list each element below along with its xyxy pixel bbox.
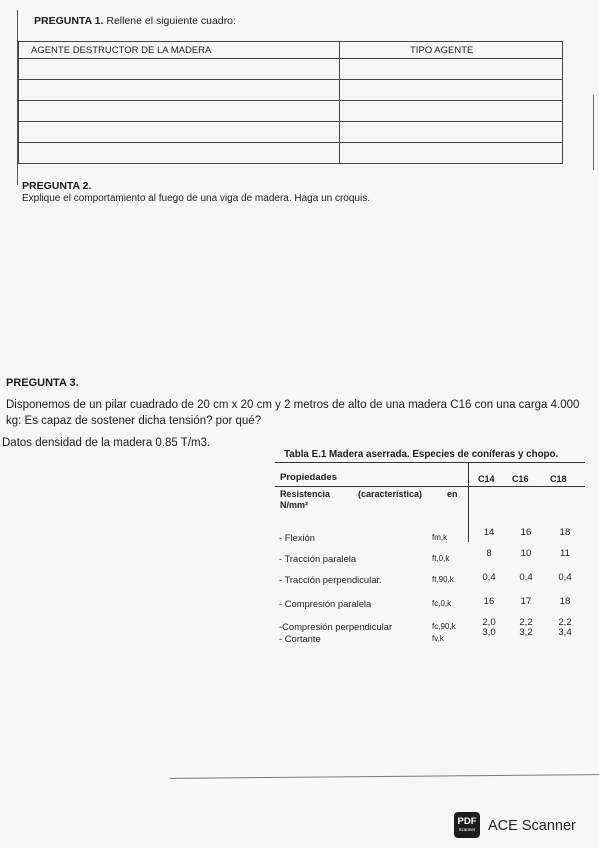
table-rule-top xyxy=(275,462,585,463)
table-cell xyxy=(340,59,563,80)
property-value: 3,2 xyxy=(519,627,533,638)
resistance-title-c: en xyxy=(447,489,458,499)
margin-line-right xyxy=(593,95,594,170)
question-2-text: Explique el comportamiento al fuego de una viga de madera. Haga un croquis. xyxy=(22,193,370,204)
column-header-c14: C14 xyxy=(478,474,495,484)
table-caption: Tabla E.1 Madera aserrada. Especies de coníferas y chopo. xyxy=(284,449,559,460)
property-value: 10 xyxy=(520,548,532,559)
property-value: 0,4 xyxy=(519,572,533,583)
question-3-text: Disponemos de un pilar cuadrado de 20 cm x 20 cm y 2 metros de alto de una madera C16 con una carga 4.000 kg: Es capaz de sostener dicha tensión? por qué? xyxy=(6,399,580,427)
property-label: - Flexión xyxy=(279,532,315,543)
question-1-text: Rellene el siguiente cuadro: xyxy=(106,15,236,27)
table-row xyxy=(19,42,563,59)
pdf-scanner-logo-icon xyxy=(454,812,480,838)
table-row xyxy=(19,122,563,143)
table-row xyxy=(19,101,563,122)
table-cell xyxy=(19,59,340,80)
property-value: 14 xyxy=(483,527,495,538)
property-value: 17 xyxy=(520,596,532,607)
properties-header: Propiedades xyxy=(280,472,338,483)
logo-text-top: PDF xyxy=(457,816,477,827)
property-value: 18 xyxy=(559,527,571,538)
table-header-cell: TIPO AGENTE xyxy=(340,42,563,59)
property-value: 11 xyxy=(560,548,570,559)
column-header-c18: C18 xyxy=(550,474,567,484)
property-symbol: fv,k xyxy=(432,634,444,643)
table-cell xyxy=(340,143,563,164)
question-1-label: PREGUNTA 1. xyxy=(34,15,104,27)
resistance-title xyxy=(280,489,458,499)
property-label: - Tracción perpendicular. xyxy=(279,574,382,585)
table-rule-vertical xyxy=(468,462,469,542)
question-3-density: Datos densidad de la madera 0.85 T/m3. xyxy=(2,437,211,449)
property-value: 16 xyxy=(520,527,532,538)
property-value: 2,0 xyxy=(482,617,496,628)
table-row xyxy=(19,143,563,164)
agent-table xyxy=(18,41,563,164)
property-symbol: ft,90,k xyxy=(432,575,454,584)
table-cell xyxy=(19,143,340,164)
app-watermark-name: ACE Scanner xyxy=(488,818,576,834)
resistance-unit: N/mm² xyxy=(280,500,309,510)
resistance-title-b: (característica) xyxy=(358,489,423,499)
table-cell xyxy=(19,80,340,101)
property-value: 2,2 xyxy=(519,617,533,628)
table-cell xyxy=(19,122,340,143)
question-1-heading xyxy=(34,15,236,27)
property-value: 3,0 xyxy=(482,627,496,638)
question-3-label: PREGUNTA 3. xyxy=(6,377,79,389)
property-label: - Cortante xyxy=(279,633,321,644)
table-cell xyxy=(340,80,563,101)
table-header-cell: AGENTE DESTRUCTOR DE LA MADERA xyxy=(19,42,340,59)
table-cell xyxy=(340,101,563,122)
property-symbol: fm,k xyxy=(432,533,448,542)
resistance-title-a: Resistencia xyxy=(280,489,331,499)
property-label: - Tracción paralela xyxy=(279,553,357,564)
property-value: 16 xyxy=(483,596,495,607)
property-label: - Compresión paralela xyxy=(279,598,372,609)
table-cell xyxy=(19,101,340,122)
question-2-label: PREGUNTA 2. xyxy=(22,180,92,192)
table-rule-header xyxy=(275,486,585,487)
logo-text-bottom: Scanner xyxy=(458,827,476,832)
property-symbol: ft,0,k xyxy=(432,554,450,563)
table-row xyxy=(19,59,563,80)
property-value: 3,4 xyxy=(558,627,572,638)
property-value: 0,4 xyxy=(558,572,572,583)
property-label: -Compresión perpendicular xyxy=(279,621,393,632)
property-symbol: fc,0,k xyxy=(432,599,452,608)
page-edge-line xyxy=(170,774,599,779)
property-value: 18 xyxy=(559,596,571,607)
property-value: 8 xyxy=(486,548,492,559)
property-symbol: fc,90,k xyxy=(432,622,456,631)
property-value: 2,2 xyxy=(558,617,572,628)
column-header-c16: C16 xyxy=(512,474,529,484)
table-cell xyxy=(340,122,563,143)
table-row xyxy=(19,80,563,101)
property-value: 0,4 xyxy=(482,572,496,583)
